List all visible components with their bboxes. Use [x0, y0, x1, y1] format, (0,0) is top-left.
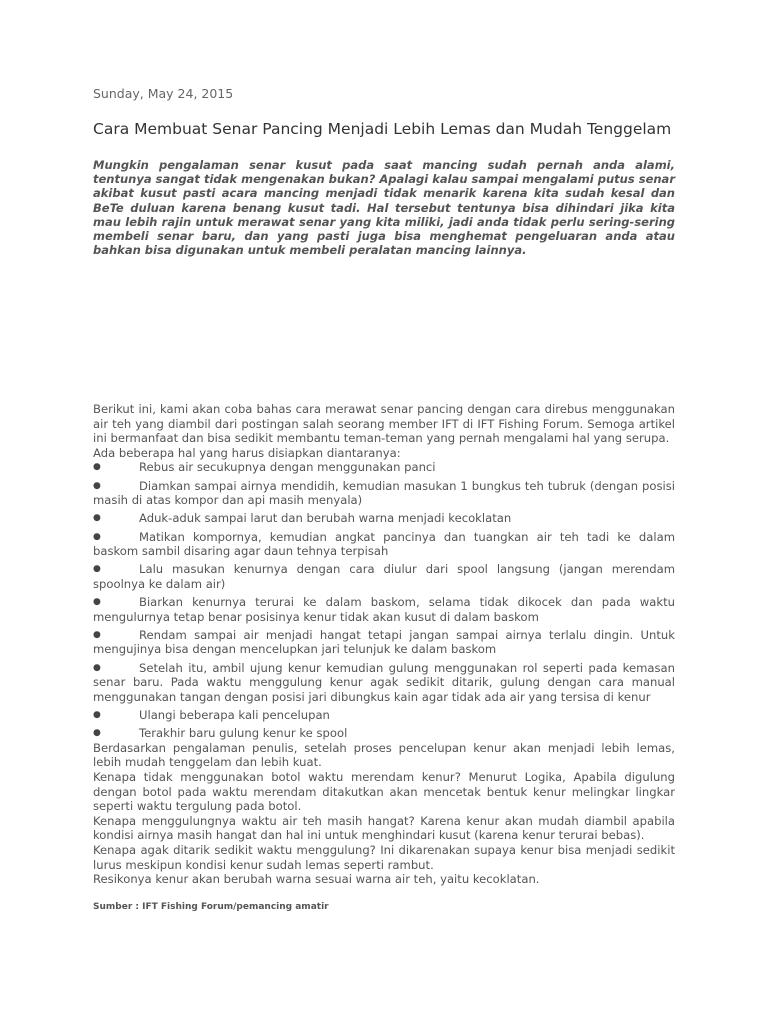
step-text: Biarkan kenurnya terurai ke dalam baskom, selama tidak dikocek dan pada waktu mengulurnya tetap benar posisinya kenur tidak akan kusut di dalam baskom: [93, 595, 675, 624]
step-text: Ulangi beberapa kali pencelupan: [139, 708, 330, 723]
bullet-icon: ●: [93, 710, 101, 721]
list-item: [93, 595, 675, 624]
list-item: [93, 460, 675, 475]
list-item: [93, 661, 675, 705]
step-text: Terakhir baru gulung kenur ke spool: [139, 726, 348, 741]
list-item: [93, 628, 675, 657]
bullet-icon: ●: [93, 564, 101, 575]
bullet-icon: ●: [93, 462, 101, 473]
step-text: Matikan kompornya, kemudian angkat pancinya dan tuangkan air teh tadi ke dalam baskom sambil disaring agar daun tehnya terpisah: [93, 529, 675, 559]
step-text: Aduk-aduk sampai larut dan berubah warna menjadi kecoklatan: [139, 511, 512, 526]
steps-list: [93, 460, 675, 740]
article-paragraph: Berikut ini, kami akan coba bahas cara merawat senar pancing dengan cara direbus menggunakan air teh yang diambil dari postingan salah seorang member IFT di IFT Fishing Forum. Semoga artikel ini bermanfaat dan bisa sedikit membantu teman-teman yang pernah mengalami hal yang serupa.: [93, 402, 675, 446]
post-title[interactable]: Cara Membuat Senar Pancing Menjadi Lebih Lemas dan Mudah Tenggelam: [93, 120, 672, 138]
step-text: Setelah itu, ambil ujung kenur kemudian gulung menggunakan rol seperti pada kemasan senar baru. Pada waktu menggulung kenur agak sedikit ditarik, gulung dengan cara manual menggunakan tangan dengan posisi jari dibungkus kain agar tidak ada air yang tersisa di kenur: [93, 660, 675, 704]
article-paragraph: Kenapa tidak menggunakan botol waktu merendam kenur? Menurut Logika, Apabila digulung dengan botol pada waktu merendam ditakutkan akan mencetak bentuk kenur melingkar lingkar seperti waktu tergulung pada botol.: [93, 770, 675, 814]
article-paragraph: Resikonya kenur akan berubah warna sesuai warna air teh, yaitu kecoklatan.: [93, 872, 540, 887]
bullet-icon: ●: [93, 597, 101, 608]
post-intro: Mungkin pengalaman senar kusut pada saat mancing sudah pernah anda alami, tentunya sangat tidak mengenakan bukan? Apalagi kalau sampai mengalami putus senar akibat kusut pasti acara mancing menjadi tidak menarik karena kita sudah kesal dan BeTe duluan karena benang kusut tadi. Hal tersebut tentunya bisa dihindari jika kita mau lebih rajin untuk merawat senar yang kita miliki, jadi anda tidak perlu sering-sering membeli senar baru, dan yang pasti juga bisa menghemat pengeluaran anda atau bahkan bisa digunakan untuk membeli peralatan mancing lainnya.: [93, 158, 675, 258]
article-paragraph: Ada beberapa hal yang harus disiapkan diantaranya:: [93, 445, 401, 460]
bullet-icon: ●: [93, 662, 101, 673]
step-text: Rebus air secukupnya dengan menggunakan panci: [139, 460, 436, 475]
source-credit: Sumber : IFT Fishing Forum/pemancing amatir: [93, 901, 329, 912]
step-text: Rendam sampai air menjadi hangat tetapi jangan sampai airnya terlalu dingin. Untuk mengujinya bisa dengan mencelupkan jari telunjuk ke dalam baskom: [93, 627, 675, 657]
article-paragraph: Kenapa agak ditarik sedikit waktu menggulung? Ini dikarenakan supaya kenur bisa menjadi sedikit lurus meskipun kondisi kenur sudah lemas seperti rambut.: [93, 842, 675, 872]
list-item: [93, 530, 675, 559]
bullet-icon: ●: [93, 513, 101, 524]
list-item: [93, 511, 675, 526]
list-item: [93, 479, 675, 508]
list-item: [93, 562, 675, 591]
post-date: Sunday, May 24, 2015: [93, 86, 234, 101]
bullet-icon: ●: [93, 480, 101, 491]
article-paragraph: Kenapa menggulungnya waktu air teh masih hangat? Karena kenur akan mudah diambil apabila kondisi airnya masih hangat dan hal ini untuk menghindari kusut (karena kenur terurai bebas).: [93, 813, 675, 843]
list-item: [93, 726, 675, 741]
article-paragraph: Berdasarkan pengalaman penulis, setelah proses pencelupan kenur akan menjadi lebih lemas, lebih mudah tenggelam dan lebih kuat.: [93, 740, 675, 770]
bullet-icon: ●: [93, 531, 101, 542]
list-item: [93, 708, 675, 723]
article-body: [93, 402, 675, 914]
bullet-icon: ●: [93, 728, 101, 739]
step-text: Lalu masukan kenurnya dengan cara diulur dari spool langsung (jangan merendam spoolnya ke dalam air): [93, 562, 675, 591]
step-text: Diamkan sampai airnya mendidih, kemudian masukan 1 bungkus teh tubruk (dengan posisi masih di atas kompor dan api masih menyala): [93, 478, 675, 508]
bullet-icon: ●: [93, 629, 101, 640]
